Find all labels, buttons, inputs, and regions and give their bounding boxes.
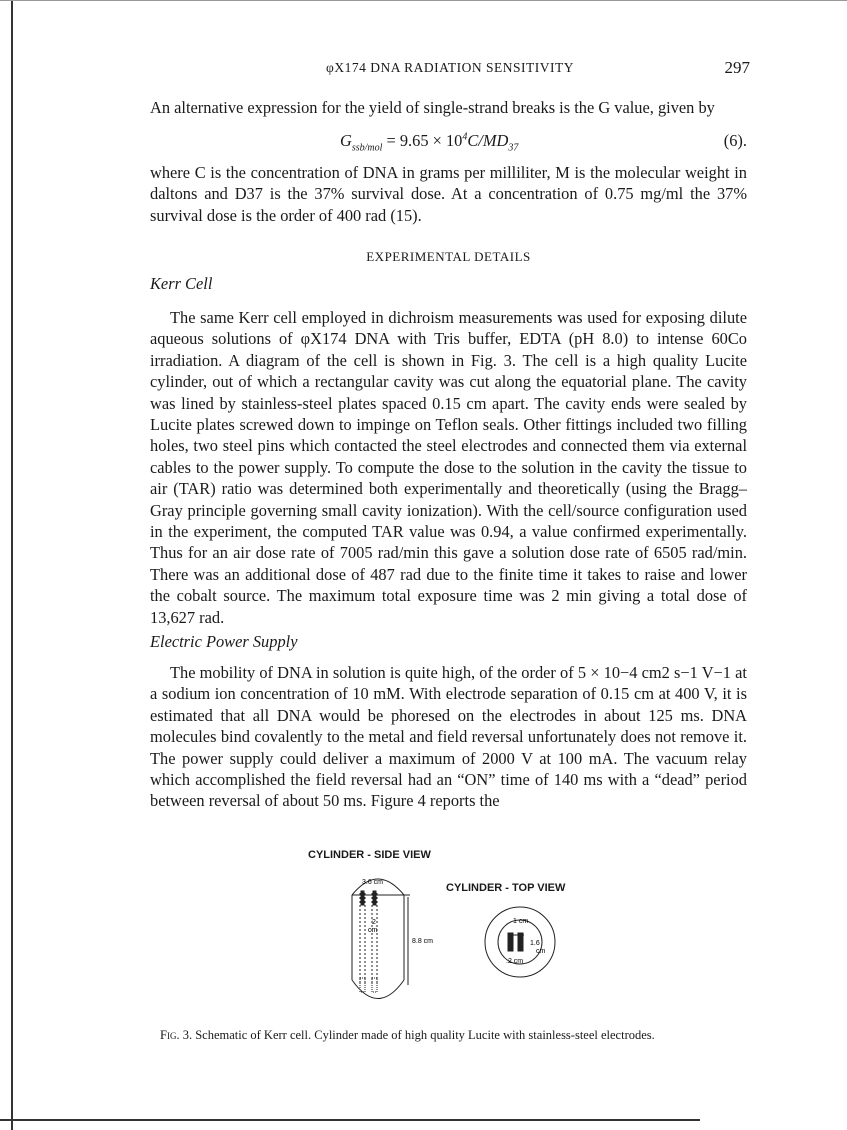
intro-paragraph-2: where C is the concentration of DNA in grams per milliliter, M is the molecular weight in daltons and D37 is the 37% survival dose. At a concentration of 0.75 mg/ml the 37% survival dose is the order of 400 rad (15).	[150, 163, 747, 225]
kerr-cell-diagram	[300, 845, 600, 1015]
page-left-edge	[11, 0, 13, 1130]
eq-rhs-exp: 4	[462, 131, 468, 143]
page-bottom-edge	[0, 1119, 700, 1121]
dim-2cm-text-a: 2	[372, 919, 376, 926]
figure-caption	[160, 1028, 760, 1043]
pin-left	[361, 891, 364, 905]
power-supply-heading: Electric Power Supply	[150, 632, 298, 651]
intro-paragraph-1: An alternative expression for the yield of single-strand breaks is the G value, given by	[150, 98, 715, 117]
dim-1cm-text: 1 cm	[513, 918, 529, 925]
caption-label: Fig. 3.	[160, 1028, 193, 1042]
top-view-label: CYLINDER - TOP VIEW	[446, 882, 566, 894]
side-view-drawing	[352, 879, 410, 999]
dim-16-text-a: 1.6	[530, 940, 540, 947]
caption-text: Schematic of Kerr cell. Cylinder made of high quality Lucite with stainless-steel electrodes.	[195, 1028, 655, 1042]
dim-2cm-top-text: .2 cm	[506, 958, 524, 965]
eq-rhs-sub: 37	[508, 142, 519, 154]
pin-right	[373, 891, 376, 905]
eq-lhs-sub: ssb/mol	[351, 142, 383, 154]
dim-width-text: 3.6 cm	[362, 879, 384, 886]
eq-rhs-b: C/MD	[467, 131, 509, 150]
running-head: φX174 DNA RADIATION SENSITIVITY	[326, 60, 574, 75]
eq-lhs: G	[340, 131, 352, 150]
dim-16-text-b: cm	[536, 948, 546, 955]
kerr-cell-heading: Kerr Cell	[150, 274, 213, 293]
dim-2cm-text-b: cm	[368, 927, 378, 934]
page-header	[150, 60, 750, 80]
top-electrode-left	[508, 933, 513, 951]
equation-body	[340, 131, 519, 154]
page-number: 297	[724, 58, 750, 77]
top-electrode-right	[518, 933, 523, 951]
kerr-cell-paragraph: The same Kerr cell employed in dichroism measurements was used for exposing dilute aqueous solutions of φX174 DNA with Tris buffer, EDTA (pH 8.0) to intense 60Co irradiation. A diagram of the cell is shown in Fig. 3. The cell is a high quality Lucite cylinder, out of which a rectangular cavity was cut along the equatorial plane. The cavity was lined by stainless-steel plates spaced 0.15 cm apart. The cavity ends were sealed by Lucite plates screwed down to impinge on Teflon seals. Other fittings included two filling holes, two steel pins which contacted the steel electrodes and connected them via external cables to the power supply. To compute the dose to the solution in the cavity the tissue to air (TAR) ratio was determined both experimentally and theoretically (using the Bragg–Gray principle governing small cavity ionization). With the cell/source configuration used in the experiment, the computed TAR value was 0.94, a value confirmed experimentally. Thus for an air dose rate of 7005 rad/min this gave a solution dose rate of 6505 rad/min. There was an additional dose of 487 rad due to the finite time it takes to raise and lower the cobalt source. The maximum total exposure time was 2 min giving a total dose of 13,627 rad.	[150, 308, 747, 627]
power-supply-paragraph: The mobility of DNA in solution is quite high, of the order of 5 × 10−4 cm2 s−1 V−1 at a sodium ion concentration of 10 mM. With electrode separation of 0.15 cm at 400 V, it is estimated that all DNA would be phoresed on the electrodes in about 125 ms. DNA molecules bind covalently to the metal and field reversal unfortunately does not remove it. The power supply could deliver a maximum of 2000 V at 100 mA. The vacuum relay which accomplished the field reversal had an “ON” time of 140 ms with a “dead” period between reversal of about 50 ms. Figure 4 reports the	[150, 663, 747, 811]
section-title: EXPERIMENTAL DETAILS	[366, 249, 531, 264]
eq-rhs-a: = 9.65 × 10	[382, 131, 463, 150]
electrode-foot-right	[372, 978, 377, 992]
dim-height-text: 8.8 cm	[412, 938, 434, 945]
equation-number: (6).	[723, 131, 747, 150]
equation-6	[150, 131, 747, 153]
side-view-label: CYLINDER - SIDE VIEW	[308, 849, 431, 861]
figure-3	[300, 845, 600, 1015]
page-top-edge	[0, 0, 847, 1]
